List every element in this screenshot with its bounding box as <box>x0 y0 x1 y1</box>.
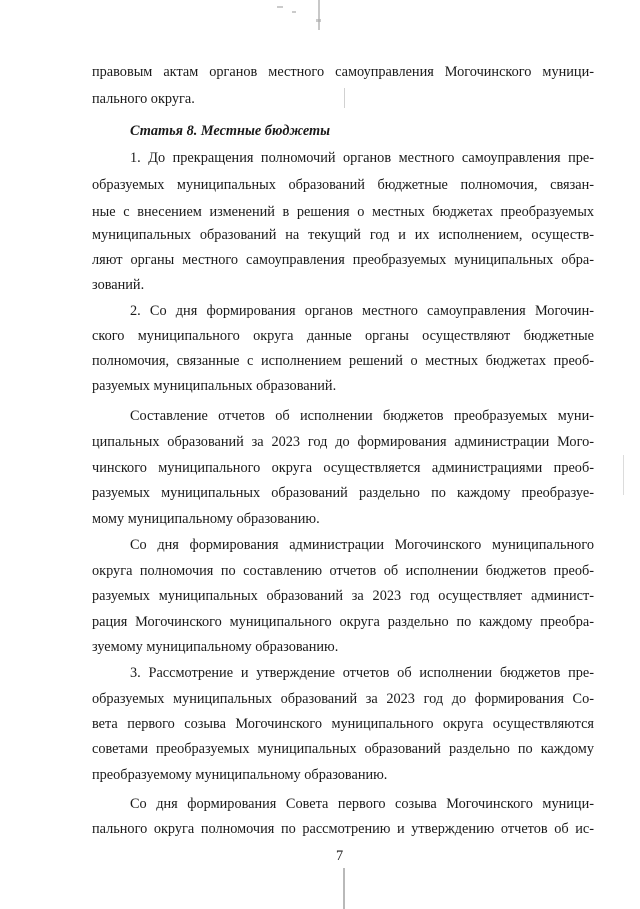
scan-speckle <box>292 11 296 13</box>
scan-artifact <box>343 868 345 909</box>
text-line: мому муниципальному образованию. <box>92 511 320 527</box>
text-line: 2. Со дня формирования органов местного самоуправления Могочин- <box>130 303 594 319</box>
scan-artifact <box>318 0 320 30</box>
text-line: 1. До прекращения полномочий органов местного самоуправления пре- <box>130 150 594 166</box>
text-line: пального округа. <box>92 91 195 107</box>
text-line: преобразуемому муниципальному образованию. <box>92 767 388 783</box>
text-line: Со дня формирования Совета первого созыва Могочинского муници- <box>130 796 594 812</box>
text-line: ского муниципального округа данные органы осуществляют бюджетные <box>92 328 594 344</box>
text-line: Составление отчетов об исполнении бюджетов преобразуемых муни- <box>130 408 594 424</box>
text-line: ляют органы местного самоуправления преобразуемых муниципальных обра- <box>92 252 594 268</box>
text-line: разуемых муниципальных образований. <box>92 378 337 394</box>
text-line: правовым актам органов местного самоуправления Могочинского муници- <box>92 64 594 80</box>
scan-speckle <box>623 455 624 495</box>
page-number: 7 <box>336 848 344 864</box>
text-line: зований. <box>92 277 145 293</box>
scan-speckle <box>277 6 283 8</box>
text-line: образуемых муниципальных образований бюджетные полномочия, связан- <box>92 177 594 193</box>
text-line: Со дня формирования администрации Могочинского муниципального <box>130 537 594 553</box>
text-line: округа полномочия по составлению отчетов об исполнении бюджетов преоб- <box>92 563 594 579</box>
text-line: советами преобразуемых муниципальных образований раздельно по каждому <box>92 741 594 757</box>
scan-speckle <box>316 19 321 22</box>
text-line: 3. Рассмотрение и утверждение отчетов об исполнении бюджетов пре- <box>130 665 594 681</box>
text-line: вета первого созыва Могочинского муниципального округа осуществляются <box>92 716 594 732</box>
article-heading: Статья 8. Местные бюджеты <box>130 123 331 139</box>
text-line: пального округа полномочия по рассмотрению и утверждению отчетов об ис- <box>92 821 594 837</box>
text-line: муниципальных образований на текущий год и их исполнением, осуществ- <box>92 227 594 243</box>
text-line: полномочия, связанные с исполнением решений о местных бюджетах преоб- <box>92 353 594 369</box>
text-line: чинского муниципального округа осуществляется администрациями преоб- <box>92 460 594 476</box>
text-line: образуемых муниципальных образований за 2023 год до формирования Со- <box>92 691 594 707</box>
text-line: ципальных образований за 2023 год до формирования администрации Мого- <box>92 434 594 450</box>
text-line: рация Могочинского муниципального округа раздельно по каждому преобра- <box>92 614 594 630</box>
text-line: зуемому муниципальному образованию. <box>92 639 339 655</box>
text-line: ные с внесением изменений в решения о местных бюджетах преобразуемых <box>92 204 594 220</box>
text-line: разуемых муниципальных образований раздельно по каждому преобразуе- <box>92 485 594 501</box>
text-line: разуемых муниципальных образований за 2023 год осуществляет админист- <box>92 588 594 604</box>
